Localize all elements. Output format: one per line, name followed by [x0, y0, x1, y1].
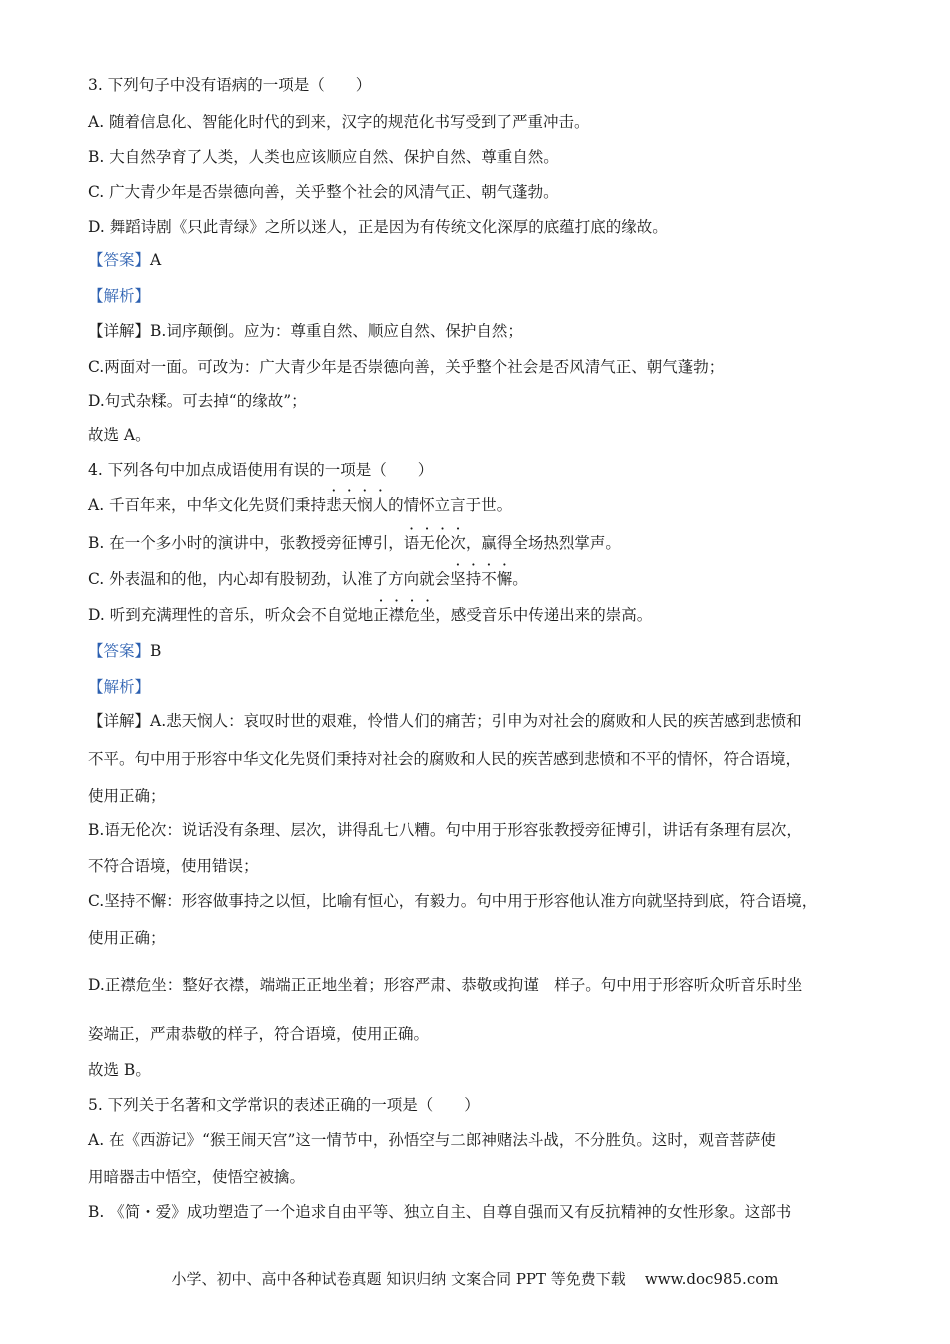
- q4-detail-c2: 使用正确；: [88, 929, 166, 947]
- option-text: A. 千百年来，中华文化先贤们秉持: [88, 496, 327, 514]
- footer-url[interactable]: www.doc985.com: [644, 1270, 779, 1288]
- dotted-char: 襟: [388, 606, 405, 624]
- q4-detail-d2: 姿端正，严肃恭敬的样子，符合语境，使用正确。: [88, 1025, 430, 1043]
- dotted-char: 天: [341, 496, 358, 514]
- dotted-char: 坚: [450, 570, 466, 588]
- detail-text: A.悲天悯人：哀叹时世的艰难，怜惜人们的痛苦；引申为对社会的腐败和人民的疾苦感到悲愤和: [150, 712, 802, 730]
- q4-detail-d1: D.正襟危坐：整好衣襟，端端正正地坐着；形容严肃、恭敬或拘谨 样子。句中用于形容听众听音乐时坐: [88, 976, 803, 994]
- q4-detail-a2: 不平。句中用于形容中华文化先贤们秉持对社会的腐败和人民的疾苦感到悲愤和不平的情怀，符合语境，: [88, 750, 802, 768]
- dotted-char: 悯: [357, 496, 373, 514]
- q5-option-a1: A. 在《西游记》“猴王闹天宫”这一情节中，孙悟空与二郎神赌法斗战，不分胜负。这时，观音菩萨使: [88, 1131, 776, 1149]
- option-text: ，赢得全场热烈掌声。: [465, 534, 621, 552]
- option-text: B. 在一个多小时的演讲中，张教授旁征博引，: [88, 534, 404, 552]
- q3-option-c: C. 广大青少年是否崇德向善，关乎整个社会的风清气正、朝气蓬勃。: [88, 183, 559, 201]
- q4-stem: 4. 下列各句中加点成语使用有误的一项是（ ）: [88, 461, 434, 479]
- q3-option-a: A. 随着信息化、智能化时代的到来，汉字的规范化书写受到了严重冲击。: [88, 113, 590, 131]
- option-text: C. 外表温和的他，内心却有股韧劲，认准了方向就会: [88, 570, 451, 588]
- q4-detail-a3: 使用正确；: [88, 787, 166, 805]
- page-footer: [0, 1268, 950, 1289]
- dotted-char: 伦: [434, 534, 451, 552]
- q5-stem: 5. 下列关于名著和文学常识的表述正确的一项是（ ）: [88, 1096, 480, 1114]
- dotted-char: 危: [404, 606, 420, 624]
- q4-detail-b1: B.语无伦次：说话没有条理、层次，讲得乱七八糟。句中用于形容张教授旁征博引，讲话有条理有层次，: [88, 821, 802, 839]
- dotted-char: 悲: [326, 496, 342, 514]
- dotted-char: 坐: [419, 606, 436, 624]
- dotted-char: 无: [419, 534, 435, 552]
- footer-text: 小学、初中、高中各种试卷真题 知识归纳 文案合同 PPT 等免费下载: [171, 1270, 626, 1288]
- q4-detail-a1: [88, 710, 802, 732]
- q3-detail-c: C.两面对一面。可改为：广大青少年是否崇德向善，关乎整个社会是否风清气正、朝气蓬勃；: [88, 358, 725, 376]
- q4-option-b: [88, 532, 621, 554]
- dotted-char: 语: [403, 534, 420, 552]
- answer-value: B: [150, 642, 162, 660]
- q4-answer: [88, 640, 161, 662]
- q3-option-d: D. 舞蹈诗剧《只此青绿》之所以迷人，正是因为有传统文化深厚的底蕴打底的缘故。: [88, 218, 668, 236]
- q3-conclusion: 故选 A。: [88, 426, 151, 444]
- dotted-char: 懈: [496, 570, 513, 588]
- q5-option-b1: B. 《简・爱》成功塑造了一个追求自由平等、独立自主、自尊自强而又有反抗精神的女性形象。这部书: [88, 1203, 792, 1221]
- answer-tag: 【答案】: [88, 642, 151, 660]
- option-text: D. 听到充满理性的音乐，听众会不自觉地: [88, 606, 374, 624]
- option-text: 。: [512, 570, 528, 588]
- detail-tag: 【详解】: [88, 712, 151, 730]
- detail-tag: 【详解】: [88, 322, 151, 340]
- q4-detail-b2: 不符合语境，使用错误；: [88, 857, 259, 875]
- q4-option-d: [88, 604, 652, 626]
- q5-option-a2: 用暗器击中悟空，使悟空被擒。: [88, 1168, 306, 1186]
- dotted-char: 不: [481, 570, 497, 588]
- dotted-char: 正: [373, 606, 389, 624]
- q3-option-b: B. 大自然孕育了人类，人类也应该顺应自然、保护自然、尊重自然。: [88, 148, 559, 166]
- q3-detail-b: [88, 320, 523, 342]
- dotted-char: 人: [372, 496, 389, 514]
- dotted-char: 次: [450, 534, 466, 552]
- q3-detail-d: D.句式杂糅。可去掉“的缘故”；: [88, 392, 307, 410]
- q3-analysis-tag: 【解析】: [88, 287, 151, 305]
- q4-option-a: [88, 494, 512, 516]
- q3-answer: [88, 249, 161, 271]
- q3-stem: 3. 下列句子中没有语病的一项是（ ）: [88, 76, 372, 94]
- answer-tag: 【答案】: [88, 251, 151, 269]
- q4-option-c: [88, 568, 528, 590]
- answer-value: A: [150, 251, 162, 269]
- detail-text: B.词序颠倒。应为：尊重自然、顺应自然、保护自然；: [150, 322, 523, 340]
- q4-detail-c1: C.坚持不懈：形容做事持之以恒，比喻有恒心，有毅力。句中用于形容他认准方向就坚持到底，符合语境，: [88, 892, 818, 910]
- q4-conclusion: 故选 B。: [88, 1061, 151, 1079]
- option-text: 的情怀立言于世。: [388, 496, 513, 514]
- dotted-char: 持: [465, 570, 482, 588]
- q4-analysis-tag: 【解析】: [88, 678, 151, 696]
- option-text: ，感受音乐中传递出来的崇高。: [435, 606, 653, 624]
